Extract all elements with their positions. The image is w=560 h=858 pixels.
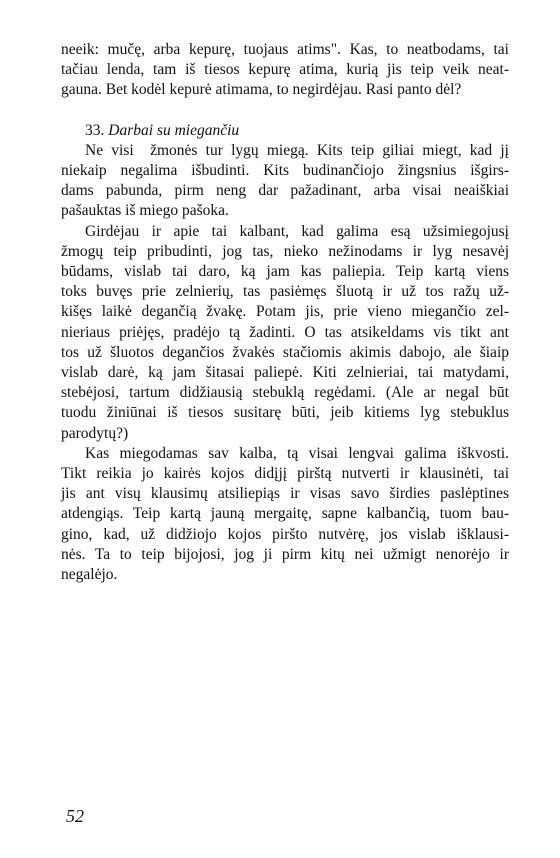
text-line: parodytų?) [61,424,129,442]
text-line: tačiau lenda, tam iš tiesos kepurę atima, kurią jis teip veik neat- [61,61,509,79]
text-line: kišęs laikė degančią žvakę. Potam jis, prie vieno miegančio zel- [61,303,509,321]
section-title: Darbai su miegančiu [108,121,240,139]
section-heading [61,121,509,141]
text-line: Girdėjau ir apie tai kalbant, kad galima esą užsimiegojusį [85,222,509,240]
text-line: tos už šluotos degančios žvakės stačiomis akimis dabojo, ale šiaip [61,343,509,361]
text-line: pašauktas iš miego pašoka. [61,202,229,220]
intro-paragraph [61,40,509,101]
paragraph-3 [61,444,509,585]
page-number: 52 [66,806,84,826]
text-line: toks buvęs prie zelnierių, tas pasiėmęs šluotą ir už tos ražų už- [61,283,509,301]
text-line: gauna. Bet kodėl kepurė atimama, to negirdėjau. Rasi panto dėl? [61,81,462,99]
paragraph-1 [61,141,509,222]
text-line: atdengiąs. Teip kartą jauną mergaitę, sapne kalbančią, tuom bau- [61,505,509,523]
text-line: tuodu žiniūnai iš tiesos susitarę būti, jeib kitiems lyg stebuklus [61,404,509,422]
text-line: Kas miegodamas sav kalba, tą visai lengvai galima iškvosti. [85,444,509,462]
text-line: niekaip negalima išbudinti. Kits budinančiojo žingsnius išgirs- [61,162,509,180]
text-line: negalėjo. [61,566,118,584]
text-line: nės. Ta to teip bijojosi, jog ji pirm kitų nei užmigt nenorėjo ir [61,545,509,563]
text-line: nieriaus priėjęs, pradėjo tą žadinti. O tas atsikeldams vis tikt ant [61,323,509,341]
text-line: stebėjosi, tartum didžiausią stebuklą regėdami. (Ale ar negal būt [61,384,509,402]
text-line: būdams, vislab tai daro, ką jam kas paliepia. Teip kartą viens [61,263,509,281]
text-line: dams pabunda, pirm neng dar pažadinant, arba visai neaiškiai [61,182,509,200]
text-line: žmogų teip pribudinti, jog tas, nieko nežinodams ir lyg nesavėj [61,242,509,260]
section-number: 33. [85,121,105,139]
text-line: Tikt reikia jo kairės kojos didįjį pirštą nutverti ir klausinėti, tai [61,465,509,483]
text-line: vislab darė, ką jam šitasai paliepė. Kiti zelnieriai, tai matydami, [61,364,509,382]
text-line: jis ant visų klausimų atsiliepiąs ir visas savo širdies paslėptines [61,485,509,503]
text-line: gino, kad, už didžiojo kojos piršto nutvėrę, jos vislab išklausi- [61,525,509,543]
body-text [61,40,509,585]
text-line: neeik: mučę, arba kepurę, tuojaus atims". Kas, to neatbodams, tai [61,41,509,58]
text-line: Ne visi žmonės tur lygų miegą. Kits teip giliai miegt, kad jį [85,141,509,159]
paragraph-2 [61,222,509,444]
